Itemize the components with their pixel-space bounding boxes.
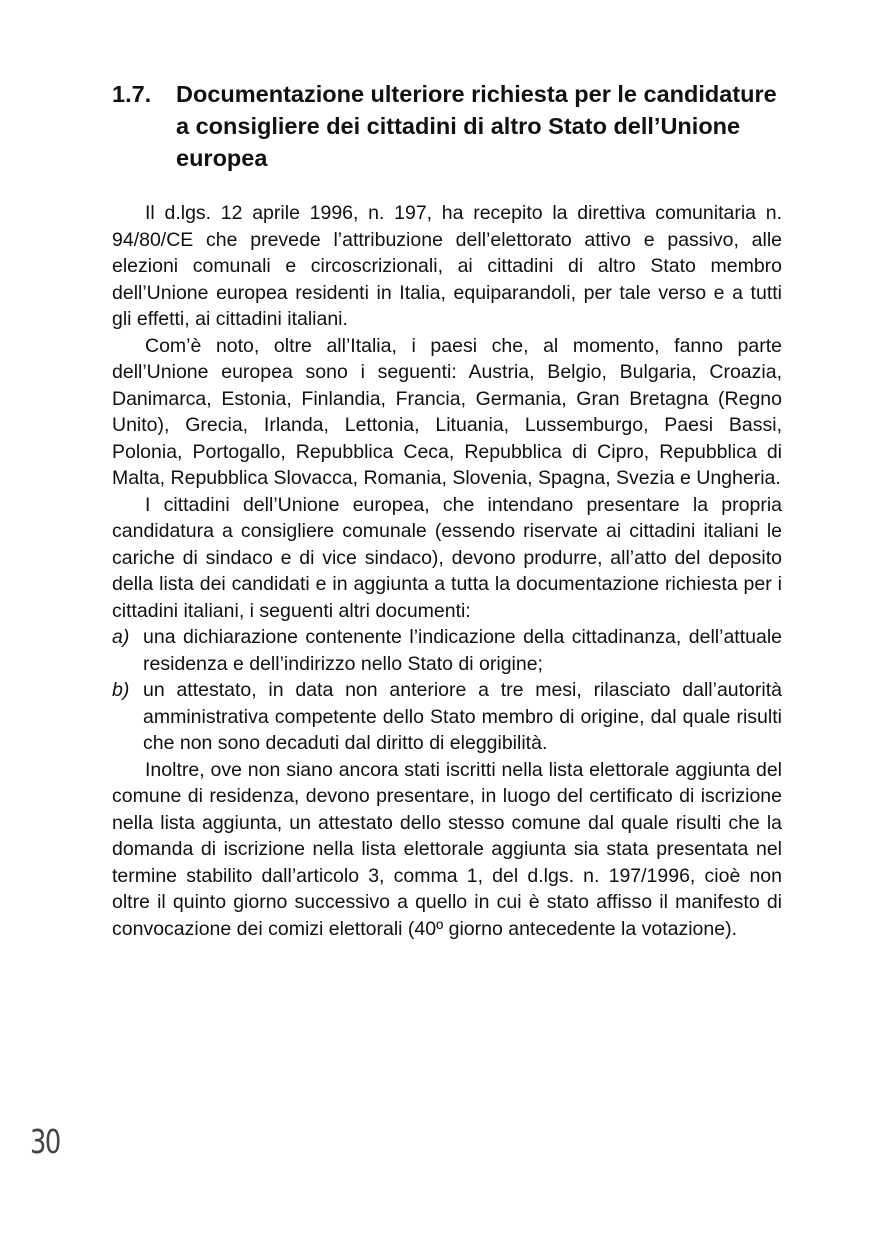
- paragraph: Com’è noto, oltre all’Italia, i paesi che, al momento, fanno parte dell’Unione europea sono i seguenti: Austria, Belgio, Bulgaria, Croazia, Danimarca, Estonia, Finlandia, Francia, Germania, Gran Bretagna (Regno Unito), Grecia, Irlanda, Lettonia, Lituania, Lussemburgo, Paesi Bassi, Polonia, Portogallo, Repubblica Ceca, Repubblica di Cipro, Repubblica di Malta, Repubblica Slovacca, Romania, Slovenia, Spagna, Svezia e Ungheria.: [112, 334, 782, 489]
- list-item-text: una dichiarazione contenente l’indicazione della cittadinanza, dell’attuale residenza e dell’indirizzo nello Stato di origine;: [143, 626, 782, 675]
- page-number: 30: [30, 1122, 60, 1161]
- body-text: [112, 200, 782, 942]
- section-title: Documentazione ulteriore richiesta per le candidature a consigliere dei cittadini di altro Stato dell’Unione europea: [176, 81, 777, 171]
- list-marker: b): [112, 679, 130, 701]
- paragraph: Inoltre, ove non siano ancora stati iscritti nella lista elettorale aggiunta del comune di residenza, devono presentare, in luogo del certificato di iscrizione nella lista aggiunta, un attestato dello stesso comune dal quale risulti che la domanda di iscrizione nella lista elettorale aggiunta sia stata presentata nel termine stabilito dall’articolo 3, comma 1, del d.lgs. n. 197/1996, cioè non oltre il quinto giorno successivo a quello in cui è stato affisso il manifesto di convocazione dei comizi elettorali (40º giorno antecedente la votazione).: [112, 758, 782, 940]
- paragraph: I cittadini dell’Unione europea, che intendano presentare la propria candidatura a consigliere comunale (essendo riservate ai cittadini italiani le cariche di sindaco e di vice sindaco), devono produrre, all’atto del deposito della lista dei candidati e in aggiunta a tutta la documentazione richiesta per i cittadini italiani, i seguenti altri documenti:: [112, 493, 782, 622]
- list-item: [112, 677, 782, 757]
- section-heading: [112, 78, 784, 174]
- section-number: 1.7.: [112, 81, 152, 107]
- list-item: [112, 624, 782, 677]
- list-marker: a): [112, 626, 130, 648]
- list-item-text: un attestato, in data non anteriore a tre mesi, rilasciato dall’autorità amministrativa competente dello Stato membro di origine, dal quale risulti che non sono decaduti dal diritto di eleggibilità.: [143, 679, 782, 754]
- paragraph: Il d.lgs. 12 aprile 1996, n. 197, ha recepito la direttiva comunitaria n. 94/80/CE che prevede l’attribuzione dell’elettorato attivo e passivo, alle elezioni comunali e circoscrizionali, ai cittadini di altro Stato membro dell’Unione europea residenti in Italia, equiparandoli, per tale verso e a tutti gli effetti, ai cittadini italiani.: [112, 202, 782, 330]
